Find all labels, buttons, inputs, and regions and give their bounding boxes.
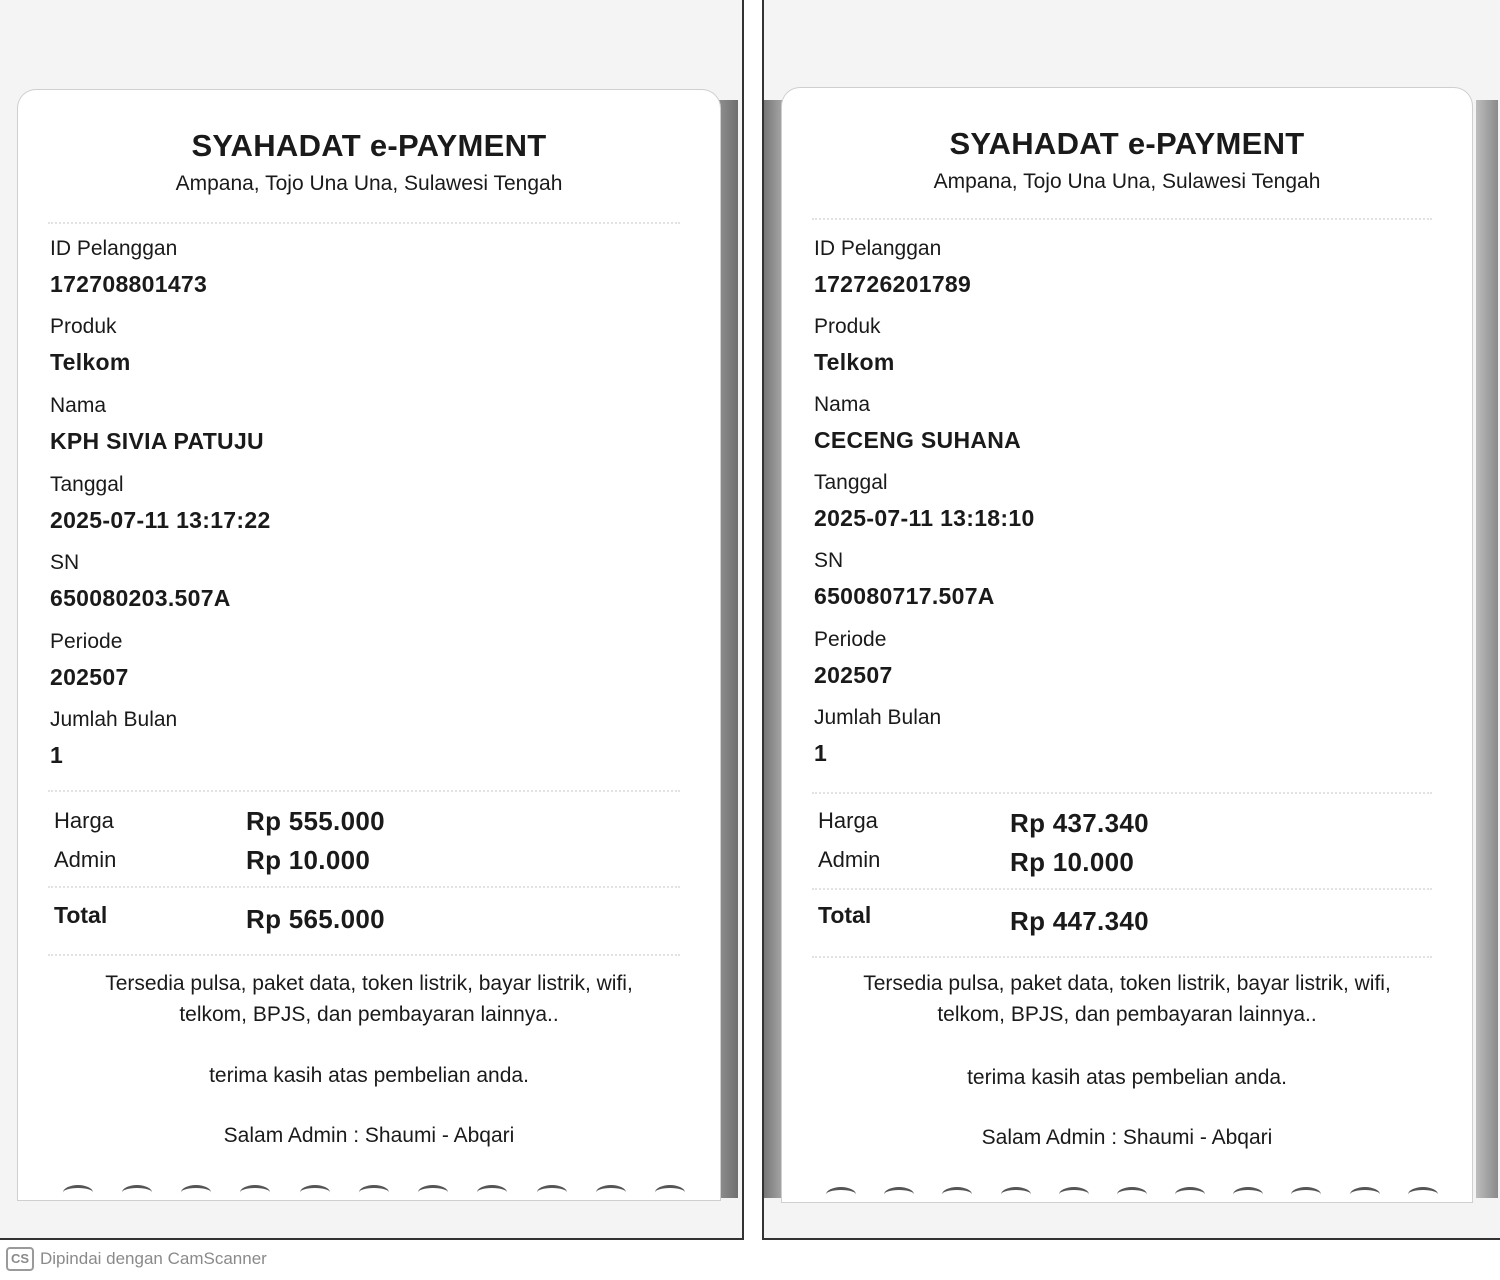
field-value: 172726201789 — [814, 271, 972, 297]
field-periode — [50, 629, 129, 691]
field-label: Jumlah Bulan — [50, 708, 178, 731]
promo-line-2: telkom, BPJS, dan pembayaran lainnya.. — [179, 1003, 559, 1026]
watermark-text: Dipindai dengan CamScanner — [40, 1249, 267, 1268]
row-label: Harga — [818, 808, 878, 833]
field-value: 650080717.507A — [814, 583, 995, 609]
field-nama — [50, 393, 264, 455]
field-label: Periode — [814, 628, 887, 651]
field-produk — [50, 314, 131, 376]
scan-panel-right — [762, 0, 1500, 1240]
greeting-text: Salam Admin : Shaumi - Abqari — [223, 1124, 515, 1147]
row-label: Total — [54, 902, 108, 928]
promo-line-1: Tersedia pulsa, paket data, token listrik, bayar listrik, wifi, — [863, 972, 1391, 995]
field-label: ID Pelanggan — [50, 237, 178, 260]
field-value: 2025-07-11 13:17:22 — [50, 507, 271, 533]
row-value: Rp 10.000 — [1010, 847, 1135, 877]
field-jumlah-bulan — [814, 705, 941, 767]
row-label: Admin — [818, 847, 881, 872]
row-value: Rp 447.340 — [1010, 906, 1149, 936]
row-value: Rp 10.000 — [246, 845, 371, 875]
field-label: Tanggal — [50, 473, 124, 496]
field-value: 202507 — [814, 662, 893, 688]
row-label: Admin — [54, 847, 117, 872]
paper-edge-shadow — [1476, 100, 1498, 1198]
divider — [48, 954, 680, 956]
field-label: SN — [50, 551, 80, 574]
promo-text — [58, 968, 680, 1030]
field-label: Produk — [814, 315, 881, 338]
receipt-2 — [782, 88, 1472, 1202]
promo-text — [822, 968, 1432, 1030]
row-value: Rp 565.000 — [246, 904, 385, 934]
field-jumlah-bulan — [50, 707, 177, 769]
field-label: Nama — [814, 393, 871, 416]
thanks-text: terima kasih atas pembelian anda. — [209, 1064, 529, 1087]
field-label: Jumlah Bulan — [814, 706, 942, 729]
scan-panel-left — [0, 0, 744, 1240]
promo-line-2: telkom, BPJS, dan pembayaran lainnya.. — [937, 1003, 1317, 1026]
row-label: Harga — [54, 808, 114, 833]
divider — [812, 218, 1432, 220]
divider — [812, 792, 1432, 794]
field-tanggal — [50, 472, 271, 534]
field-label: Periode — [50, 630, 123, 653]
field-id-pelanggan — [50, 236, 207, 298]
field-value: CECENG SUHANA — [814, 427, 1022, 453]
camscanner-watermark — [6, 1247, 267, 1271]
receipt-1 — [18, 90, 720, 1200]
perforated-edge — [812, 1176, 1452, 1202]
field-id-pelanggan — [814, 236, 971, 298]
field-nama — [814, 392, 1021, 454]
divider — [812, 956, 1432, 958]
field-label: ID Pelanggan — [814, 237, 942, 260]
receipt-title: SYAHADAT e-PAYMENT — [949, 126, 1305, 161]
field-label: Produk — [50, 315, 117, 338]
perforated-edge — [48, 1174, 700, 1200]
paper-edge-shadow — [764, 100, 784, 1198]
divider — [48, 790, 680, 792]
greeting-text: Salam Admin : Shaumi - Abqari — [981, 1126, 1273, 1149]
field-value: 202507 — [50, 664, 129, 690]
field-value: KPH SIVIA PATUJU — [50, 428, 264, 454]
field-value: 1 — [814, 740, 828, 766]
row-label: Total — [818, 902, 872, 928]
field-label: Nama — [50, 394, 107, 417]
field-value: Telkom — [50, 349, 131, 375]
receipt-address: Ampana, Tojo Una Una, Sulawesi Tengah — [933, 170, 1321, 193]
divider — [48, 886, 680, 888]
receipt-address: Ampana, Tojo Una Una, Sulawesi Tengah — [175, 172, 563, 195]
field-value: 2025-07-11 13:18:10 — [814, 505, 1035, 531]
camscanner-logo-icon: CS — [6, 1247, 34, 1271]
field-label: SN — [814, 549, 844, 572]
field-value: Telkom — [814, 349, 895, 375]
field-sn — [50, 550, 231, 612]
divider — [812, 888, 1432, 890]
field-value: 172708801473 — [50, 271, 208, 297]
row-value: Rp 555.000 — [246, 806, 385, 836]
field-value: 650080203.507A — [50, 585, 231, 611]
field-sn — [814, 548, 995, 610]
thanks-text: terima kasih atas pembelian anda. — [967, 1066, 1287, 1089]
divider — [48, 222, 680, 224]
field-periode — [814, 627, 893, 689]
row-value: Rp 437.340 — [1010, 808, 1149, 838]
field-value: 1 — [50, 742, 64, 768]
field-produk — [814, 314, 895, 376]
receipt-title: SYAHADAT e-PAYMENT — [191, 128, 547, 163]
field-tanggal — [814, 470, 1035, 532]
promo-line-1: Tersedia pulsa, paket data, token listrik, bayar listrik, wifi, — [105, 972, 633, 995]
field-label: Tanggal — [814, 471, 888, 494]
